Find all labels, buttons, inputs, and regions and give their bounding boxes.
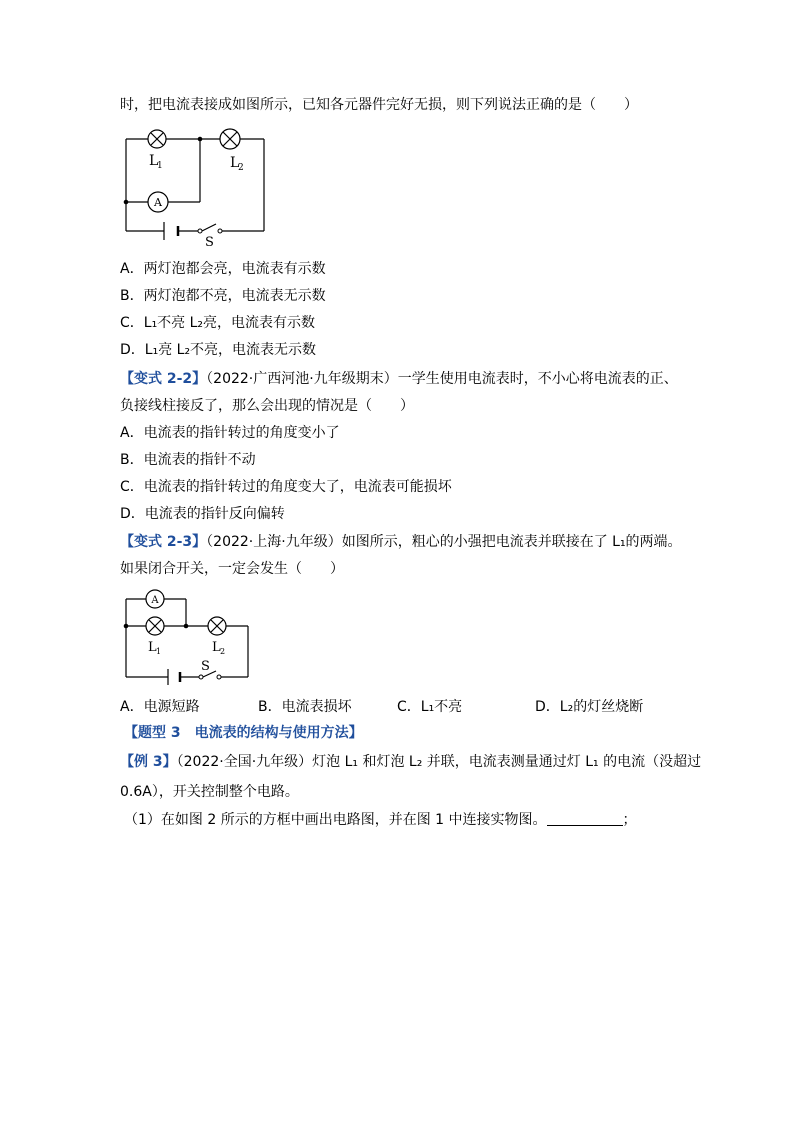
answer-blank[interactable] [547,811,623,826]
q3-stem-line1 [120,532,682,552]
q2-tag: 【变式 2-2】 [120,371,207,387]
q2-option-b: B．电流表的指针不动 [120,452,256,468]
example3-tag: 【例 3】 [120,754,177,770]
q2-stem-line1 [120,369,678,389]
q3-option-d: D．L₂的灯丝烧断 [535,699,644,715]
ammeter-label: A [154,196,162,209]
example3-part1 [124,810,637,830]
q2-option-a: A．电流表的指针转过的角度变小了 [120,425,340,441]
q3-text: （2022·上海·九年级）如图所示，粗心的小强把电流表并联接在了 L₁的两端。 [206,534,682,550]
example3-line2: 0.6A），开关控制整个电路。 [120,784,299,800]
q2-text: （2022·广西河池·九年级期末）一学生使用电流表时，不小心将电流表的正、 [206,371,678,387]
lamp-l2-icon [220,129,240,149]
lamp1-subscript: 1 [157,161,163,171]
q1-option-b: B．两灯泡都不亮，电流表无示数 [120,288,326,304]
example3-part1-text: （1）在如图 2 所示的方框中画出电路图，并在图 1 中连接实物图。 [124,812,547,828]
ammeter-label: A [151,595,159,606]
lamp-l2-icon [208,617,226,635]
junction-dot [184,624,189,629]
section-title: 【题型 3 电流表的结构与使用方法】 [124,725,363,741]
example3-text: （2022·全国·九年级）灯泡 L₁ 和灯泡 L₂ 并联，电流表测量通过灯 L₁ 的电流（没超过 [176,754,702,770]
switch-label: S [205,235,214,250]
lamp2-subscript: 2 [238,163,244,173]
switch-icon [199,675,221,679]
q1-option-c: C．L₁不亮 L₂亮，电流表有示数 [120,315,316,331]
lamp1-subscript: 1 [156,647,162,656]
lamp-l1-icon [146,617,164,635]
q2-stem-line2: 负接线柱接反了，那么会出现的情况是（ ） [120,398,414,414]
example3-part1-end: ； [622,812,637,828]
battery-icon [168,669,180,685]
ammeter-icon [148,192,168,212]
lamp2-subscript: 2 [220,647,226,656]
q1-option-a: A．两灯泡都会亮，电流表有示数 [120,261,326,277]
lamp1-label: L [148,640,157,655]
q3-option-a: A．电源短路 [120,699,200,715]
q1-circuit-diagram [118,125,278,250]
lamp1-label: L [149,153,159,169]
q1-option-d: D．L₁亮 L₂不亮，电流表无示数 [120,342,317,358]
q3-tag: 【变式 2-3】 [120,534,207,550]
lamp-l1-icon [148,130,166,148]
q2-option-c: C．电流表的指针转过的角度变大了，电流表可能损坏 [120,479,452,495]
q3-option-b: B．电流表损坏 [258,699,352,715]
switch-icon [198,229,222,233]
q3-circuit-diagram [118,585,258,685]
switch-label: S [201,659,210,674]
junction-dot [124,200,129,205]
q3-option-c: C．L₁不亮 [397,699,463,715]
junction-dot [198,137,203,142]
battery-icon [164,222,178,240]
lamp2-label: L [212,640,221,655]
ammeter-icon [146,590,164,608]
q1-intro: 时，把电流表接成如图所示，已知各元器件完好无损，则下列说法正确的是（ ） [120,97,638,113]
q3-stem-line2: 如果闭合开关，一定会发生（ ） [120,561,344,577]
junction-dot [124,624,129,629]
example3-line1 [120,752,701,772]
q2-option-d: D．电流表的指针反向偏转 [120,506,285,522]
lamp2-label: L [230,155,240,171]
